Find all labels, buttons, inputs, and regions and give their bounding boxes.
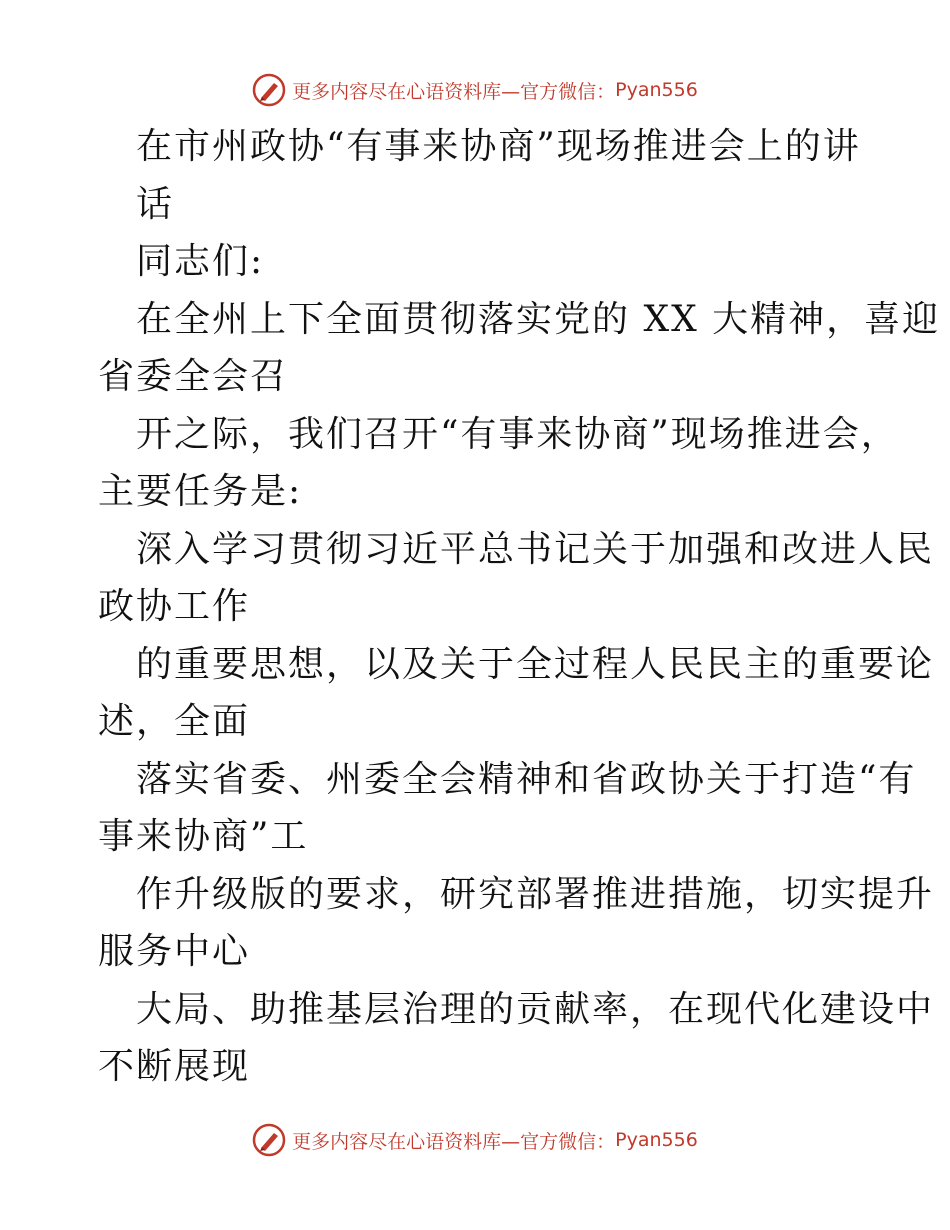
pen-logo-icon	[252, 73, 286, 107]
document-line: 服务中心	[98, 931, 251, 972]
document-line: 深入学习贯彻习近平总书记关于加强和改进人民	[136, 528, 935, 570]
banner-text: 更多内容尽在心语资料库—官方微信：	[292, 80, 616, 103]
document-line: 在全州上下全面贯彻落实党的 XX 大精神，喜迎	[136, 298, 941, 340]
document-body	[98, 118, 941, 1096]
document-line: 事来协商”工	[98, 816, 309, 857]
document-line: 同志们:	[136, 241, 265, 282]
document-line: 主要任务是:	[98, 471, 303, 512]
header-banner	[0, 70, 950, 110]
document-line: 在市州政协“有事来协商”现场推进会上的讲	[136, 126, 861, 167]
document-line: 大局、助推基层治理的贡献率，在现代化建设中	[136, 988, 935, 1030]
document-line: 的重要思想，以及关于全过程人民民主的重要论	[136, 643, 935, 685]
footer-banner	[0, 1120, 950, 1160]
document-line: 作升级版的要求，研究部署推进措施，切实提升	[136, 873, 935, 915]
document-line: 话	[136, 183, 175, 225]
document-line: 开之际，我们召开“有事来协商”现场推进会，	[136, 413, 899, 455]
document-line: 落实省委、州委全会精神和省政协关于打造“有	[136, 758, 917, 800]
document-line: 述，全面	[98, 701, 251, 742]
banner-wechat-id: Pyan556	[615, 1129, 698, 1151]
document-line: 省委全会召	[98, 356, 289, 397]
banner-text: 更多内容尽在心语资料库—官方微信：	[292, 1130, 616, 1153]
banner-wechat-id: Pyan556	[615, 79, 698, 101]
pen-logo-icon	[252, 1123, 286, 1157]
document-line: 不断展现	[98, 1046, 251, 1087]
document-line: 政协工作	[98, 586, 251, 627]
